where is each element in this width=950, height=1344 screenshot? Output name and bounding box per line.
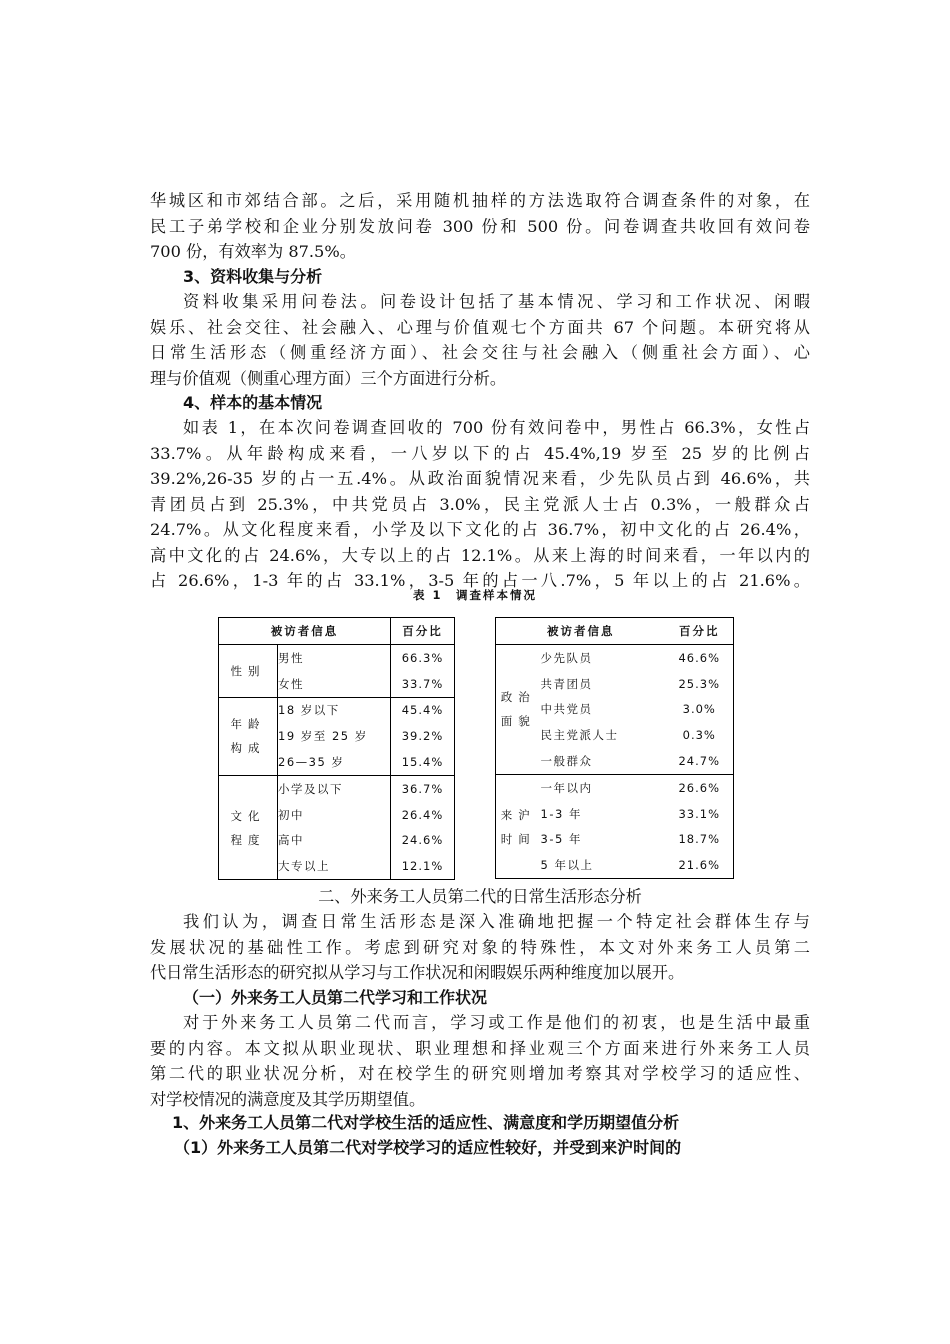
row-pct: 39.2% <box>391 723 455 749</box>
text-line: 如表 1，在本次问卷调查回收的 700 份有效问卷中，男性占 66.3%，女性占 <box>183 418 810 437</box>
row-item: 大专以上 <box>278 859 330 874</box>
row-item: 中共党员 <box>540 702 593 717</box>
daily-life-paragraph <box>150 909 810 986</box>
row-pct: 24.7% <box>678 754 721 769</box>
table-row <box>496 645 734 671</box>
intro-paragraph <box>150 188 810 265</box>
row-item: 男性 <box>278 650 304 665</box>
text-line: 高中文化的占 24.6%，大专以上的占 12.1%。从来上海的时间来看，一年以内的 <box>150 545 810 565</box>
row-pct: 66.3% <box>391 645 455 671</box>
group-label: 年龄 构成 <box>219 697 278 775</box>
text-line: 24.7%。从文化程度来看，小学及以下文化的占 36.7%，初中文化的占 26.4%， <box>150 520 810 539</box>
row-pct: 24.6% <box>391 828 455 854</box>
text-line: 700 份，有效率为 87.5%。 <box>150 242 356 261</box>
text-line: 华城区和市郊结合部。之后，采用随机抽样的方法选取符合调查条件的对象，在 <box>150 191 810 210</box>
row-item: 女性 <box>278 676 304 691</box>
sample-table-left <box>218 617 455 880</box>
row-item: 18 岁以下 <box>278 697 391 723</box>
row-pct: 15.4% <box>391 749 455 775</box>
group-label: 政治 面貌 <box>500 690 536 729</box>
text-line: 日常生活形态（侧重经济方面）、社会交往与社会融入（侧重社会方面）、心 <box>150 343 810 362</box>
header-pct: 百分比 <box>391 618 455 645</box>
row-item: 1-3 年 <box>540 806 582 821</box>
section-heading-3 <box>150 264 810 290</box>
sample-paragraph <box>150 415 810 594</box>
row-pct: 26.4% <box>391 802 455 828</box>
table-header-row <box>219 618 455 645</box>
text-line: 资料收集采用问卷法。问卷设计包括了基本情况、学习和工作状况、闲暇 <box>183 292 810 311</box>
row-item: 5 年以上 <box>540 858 594 873</box>
text-line: 我们认为，调查日常生活形态是深入准确地把握一个特定社会群体生存与 <box>183 912 810 931</box>
text-line: 对学校情况的满意度及其学历期望值。 <box>150 1089 426 1109</box>
text-line: 要的内容。本文拟从职业现状、职业理想和择业观三个方面来进行外来务工人员 <box>150 1038 810 1058</box>
row-pct: 33.1% <box>678 806 721 821</box>
row-item: 共青团员 <box>540 676 593 691</box>
row-pct: 33.7% <box>391 671 455 697</box>
table-row <box>219 645 455 671</box>
text-line: 娱乐、社会交往、社会融入、心理与价值观七个方面共 67 个问题。本研究将从 <box>150 317 810 337</box>
row-pct: 3.0% <box>682 702 716 717</box>
section-heading-1-1 <box>150 1135 810 1161</box>
table-header-row <box>496 618 734 645</box>
table-row <box>496 774 734 800</box>
row-item: 19 岁至 25 岁 <box>278 729 368 744</box>
heading-text: 二、外来务工人员第二代的日常生活形态分析 <box>318 887 642 906</box>
table-caption: 表 1 调查样本情况 <box>412 588 537 602</box>
text-line: 代日常生活形态的研究拟从学习与工作状况和闲暇娱乐两种维度加以展开。 <box>150 963 685 982</box>
study-work-paragraph <box>150 1010 810 1112</box>
sample-table-right <box>495 617 734 879</box>
heading-text: （1）外来务工人员第二代对学校学习的适应性较好，并受到来沪时间的 <box>174 1138 682 1157</box>
text-line: 对于外来务工人员第二代而言，学习或工作是他们的初衷，也是生活中最重 <box>183 1013 810 1032</box>
header-info: 被访者信息 <box>496 618 666 645</box>
row-item: 少先队员 <box>540 650 593 665</box>
text-line: 第二代的职业状况分析，对在校学生的研究则增加考察其对学校学习的适应性、 <box>150 1064 810 1083</box>
row-pct: 26.6% <box>666 774 734 800</box>
row-pct: 36.7% <box>391 775 455 801</box>
text-line: 发展状况的基础性工作。考虑到研究对象的特殊性，本文对外来务工人员第二 <box>150 937 810 957</box>
row-pct: 46.6% <box>678 650 721 665</box>
text-line: 占 26.6%，1-3 年的占 33.1%，3-5 年的占一八.7%，5 年以上的占 21.6%。 <box>150 571 810 590</box>
header-info: 被访者信息 <box>219 618 391 645</box>
table-row <box>219 697 455 723</box>
section-2-title <box>150 884 810 910</box>
row-item: 高中 <box>278 833 304 848</box>
row-pct: 25.3% <box>678 676 721 691</box>
row-item: 一般群众 <box>540 754 593 769</box>
table-row <box>219 775 455 801</box>
row-pct: 21.6% <box>678 858 721 873</box>
row-item: 一年以内 <box>541 774 666 800</box>
text-line: 39.2%,26-35 岁的占一五.4%。从政治面貌情况来看，少先队员占到 46.6%，共 <box>150 469 810 488</box>
row-item: 26—35 岁 <box>278 755 345 770</box>
row-pct: 12.1% <box>391 853 455 879</box>
subsection-heading-1 <box>150 985 810 1011</box>
header-pct: 百分比 <box>666 618 734 645</box>
group-label: 来沪 时间 <box>496 774 541 878</box>
group-label: 文化 程度 <box>219 775 278 879</box>
data-collection-paragraph <box>150 289 810 391</box>
group-label: 性别 <box>219 645 278 698</box>
row-item: 民主党派人士 <box>540 728 619 743</box>
heading-text: 4、样本的基本情况 <box>183 393 323 412</box>
text-line: 理与价值观（侧重心理方面）三个方面进行分析。 <box>150 368 507 388</box>
row-pct: 18.7% <box>678 832 721 847</box>
section-heading-4 <box>150 390 810 416</box>
heading-text: 3、资料收集与分析 <box>183 267 323 286</box>
text-line: 青团员占到 25.3%，中共党员占 3.0%，民主党派人士占 0.3%，一般群众占 <box>150 494 810 514</box>
section-heading-1 <box>150 1110 810 1136</box>
row-item: 3-5 年 <box>540 832 582 847</box>
row-pct: 45.4% <box>391 697 455 723</box>
heading-text: 1、外来务工人员第二代对学校生活的适应性、满意度和学历期望值分析 <box>172 1113 680 1132</box>
text-line: 民工子弟学校和企业分别发放问卷 300 份和 500 份。问卷调查共收回有效问卷 <box>150 216 810 236</box>
row-item: 小学及以下 <box>278 775 391 801</box>
heading-text: （一）外来务工人员第二代学习和工作状况 <box>183 988 488 1007</box>
row-item: 初中 <box>278 807 304 822</box>
text-line: 33.7%。从年龄构成来看，一八岁以下的占 45.4%,19 岁至 25 岁的比例占 <box>150 443 810 463</box>
row-pct: 0.3% <box>682 728 716 743</box>
